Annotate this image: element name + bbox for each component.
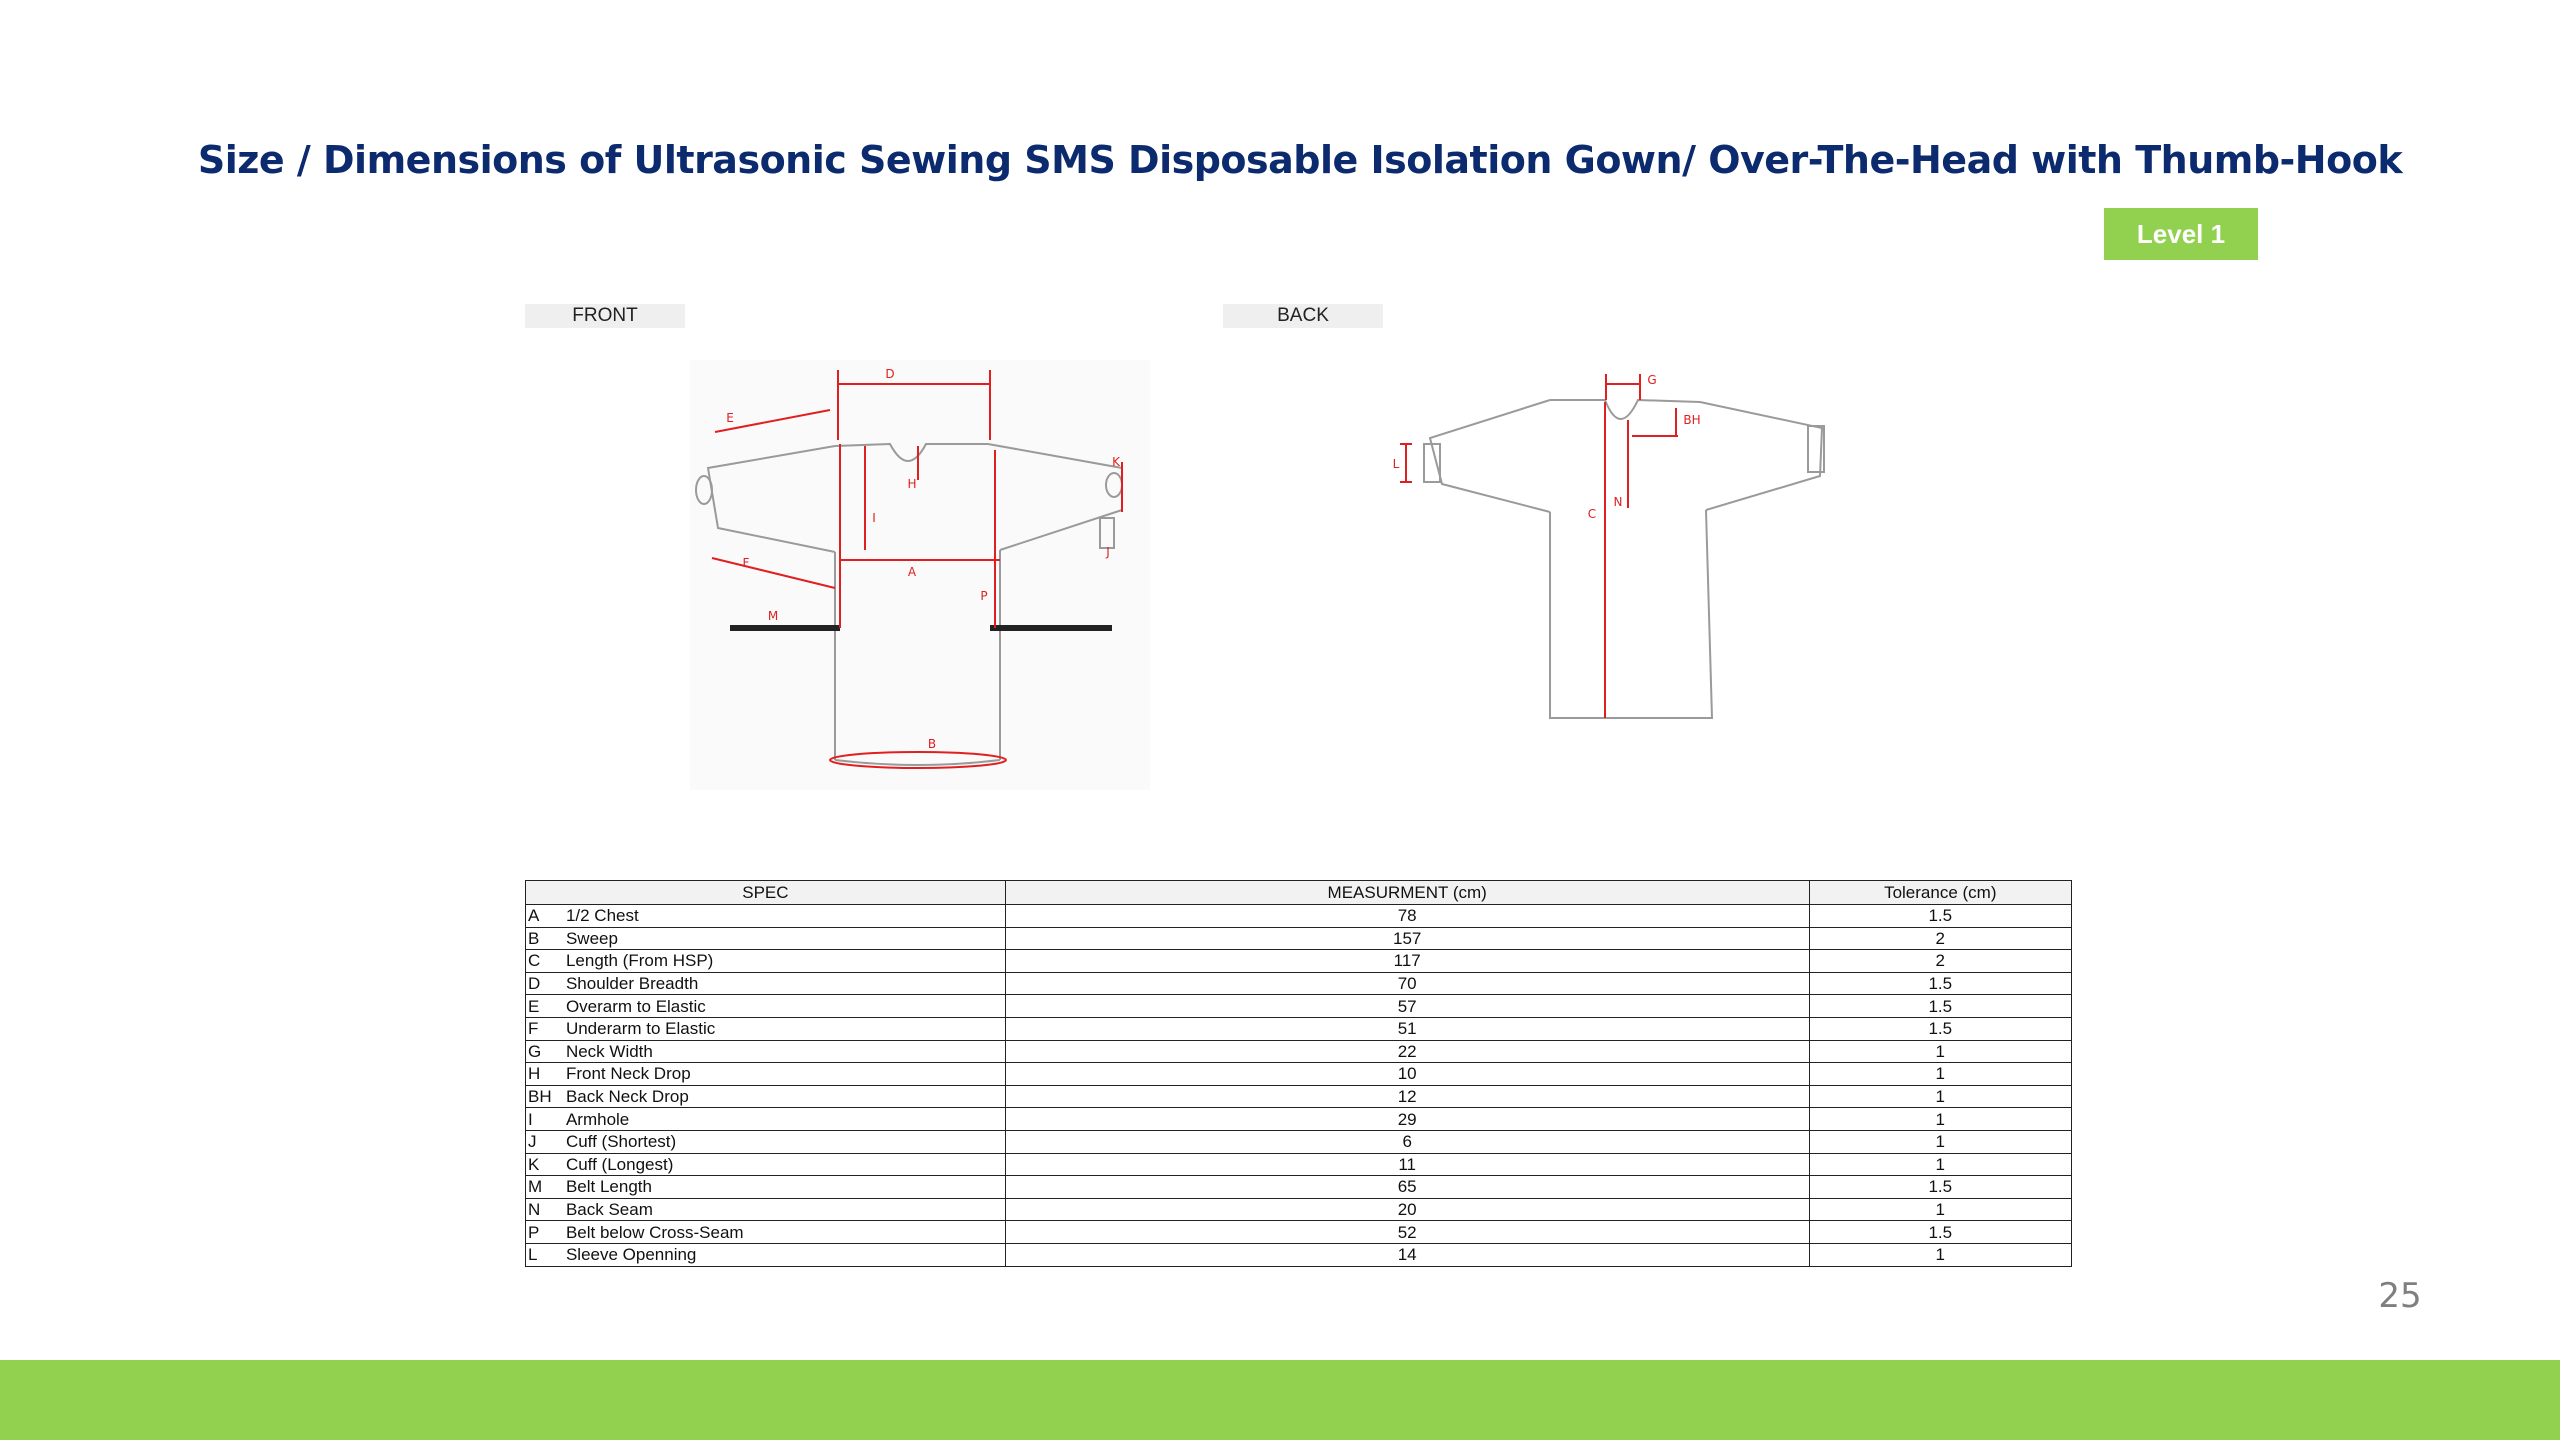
row-measurement: 10 xyxy=(1005,1063,1809,1086)
table-row xyxy=(526,927,2072,950)
label-g: G xyxy=(1647,373,1657,387)
table-body xyxy=(526,905,2072,1267)
table-row xyxy=(526,1017,2072,1040)
row-spec: Belt below Cross-Seam xyxy=(566,1221,1005,1244)
label-m: M xyxy=(767,609,779,623)
table-row xyxy=(526,1130,2072,1153)
label-e: E xyxy=(726,411,734,425)
row-spec: 1/2 Chest xyxy=(566,905,1005,928)
row-measurement: 11 xyxy=(1005,1153,1809,1176)
row-tolerance: 1.5 xyxy=(1809,995,2071,1018)
row-tolerance: 1.5 xyxy=(1809,972,2071,995)
row-spec: Armhole xyxy=(566,1108,1005,1131)
row-tolerance: 1 xyxy=(1809,1130,2071,1153)
table-row xyxy=(526,995,2072,1018)
table-row xyxy=(526,1085,2072,1108)
row-measurement: 6 xyxy=(1005,1130,1809,1153)
label-bh: BH xyxy=(1683,413,1701,427)
table-row xyxy=(526,1063,2072,1086)
row-measurement: 117 xyxy=(1005,950,1809,973)
row-measurement: 52 xyxy=(1005,1221,1809,1244)
row-spec: Neck Width xyxy=(566,1040,1005,1063)
table-row xyxy=(526,1153,2072,1176)
row-spec: Cuff (Longest) xyxy=(566,1153,1005,1176)
row-code: J xyxy=(526,1130,566,1153)
row-spec: Back Neck Drop xyxy=(566,1085,1005,1108)
row-spec: Belt Length xyxy=(566,1176,1005,1199)
level-badge: Level 1 xyxy=(2104,208,2258,260)
table-row xyxy=(526,1040,2072,1063)
label-d: D xyxy=(885,367,895,381)
table-row xyxy=(526,1108,2072,1131)
row-spec: Back Seam xyxy=(566,1198,1005,1221)
row-spec: Underarm to Elastic xyxy=(566,1017,1005,1040)
row-code: N xyxy=(526,1198,566,1221)
label-k: K xyxy=(1112,455,1120,469)
row-spec: Cuff (Shortest) xyxy=(566,1130,1005,1153)
table-row xyxy=(526,1243,2072,1266)
row-tolerance: 1.5 xyxy=(1809,1176,2071,1199)
row-tolerance: 1 xyxy=(1809,1040,2071,1063)
front-view-label: FRONT xyxy=(525,304,685,328)
row-code: I xyxy=(526,1108,566,1131)
row-code: P xyxy=(526,1221,566,1244)
back-gown-drawing xyxy=(1380,360,1840,730)
slide-title: Size / Dimensions of Ultrasonic Sewing SMS Disposable Isolation Gown/ Over-The-Head with Thumb-Hook xyxy=(197,138,2403,182)
label-j: J xyxy=(1106,545,1110,559)
row-code: F xyxy=(526,1017,566,1040)
row-code: A xyxy=(526,905,566,928)
header-tolerance: Tolerance (cm) xyxy=(1809,881,2071,905)
table-row xyxy=(526,972,2072,995)
footer-bar xyxy=(0,1360,2560,1440)
page-number: 25 xyxy=(2378,1276,2422,1316)
row-tolerance: 2 xyxy=(1809,927,2071,950)
table-row xyxy=(526,950,2072,973)
label-f: F xyxy=(742,556,750,570)
row-tolerance: 1 xyxy=(1809,1063,2071,1086)
row-code: C xyxy=(526,950,566,973)
label-i: I xyxy=(872,511,876,525)
row-tolerance: 1 xyxy=(1809,1085,2071,1108)
row-tolerance: 1 xyxy=(1809,1198,2071,1221)
row-spec: Shoulder Breadth xyxy=(566,972,1005,995)
front-gown-drawing xyxy=(690,360,1150,790)
label-p: P xyxy=(980,589,988,603)
row-spec: Sleeve Openning xyxy=(566,1243,1005,1266)
label-c: C xyxy=(1587,507,1597,521)
label-h: H xyxy=(907,477,917,491)
header-spec: SPEC xyxy=(526,881,1006,905)
row-measurement: 78 xyxy=(1005,905,1809,928)
row-code: K xyxy=(526,1153,566,1176)
row-tolerance: 1.5 xyxy=(1809,1221,2071,1244)
label-a: A xyxy=(907,565,917,579)
row-code: L xyxy=(526,1243,566,1266)
row-measurement: 70 xyxy=(1005,972,1809,995)
row-measurement: 51 xyxy=(1005,1017,1809,1040)
row-spec: Sweep xyxy=(566,927,1005,950)
row-code: B xyxy=(526,927,566,950)
header-measurement: MEASURMENT (cm) xyxy=(1005,881,1809,905)
row-tolerance: 1.5 xyxy=(1809,905,2071,928)
row-tolerance: 1 xyxy=(1809,1153,2071,1176)
row-measurement: 57 xyxy=(1005,995,1809,1018)
label-l: L xyxy=(1392,457,1400,471)
label-n: N xyxy=(1613,495,1623,509)
back-view-label: BACK xyxy=(1223,304,1383,328)
row-measurement: 22 xyxy=(1005,1040,1809,1063)
row-tolerance: 1.5 xyxy=(1809,1017,2071,1040)
table-row xyxy=(526,905,2072,928)
row-code: BH xyxy=(526,1085,566,1108)
row-measurement: 12 xyxy=(1005,1085,1809,1108)
row-code: M xyxy=(526,1176,566,1199)
row-code: D xyxy=(526,972,566,995)
table-header-row xyxy=(526,881,2072,905)
table-row xyxy=(526,1198,2072,1221)
row-code: H xyxy=(526,1063,566,1086)
row-spec: Overarm to Elastic xyxy=(566,995,1005,1018)
row-tolerance: 1 xyxy=(1809,1243,2071,1266)
row-measurement: 20 xyxy=(1005,1198,1809,1221)
label-b: B xyxy=(927,737,937,751)
row-measurement: 29 xyxy=(1005,1108,1809,1131)
row-spec: Front Neck Drop xyxy=(566,1063,1005,1086)
row-measurement: 14 xyxy=(1005,1243,1809,1266)
row-measurement: 157 xyxy=(1005,927,1809,950)
row-code: E xyxy=(526,995,566,1018)
row-measurement: 65 xyxy=(1005,1176,1809,1199)
spec-table xyxy=(525,880,2072,1267)
row-tolerance: 1 xyxy=(1809,1108,2071,1131)
table-row xyxy=(526,1176,2072,1199)
row-tolerance: 2 xyxy=(1809,950,2071,973)
row-spec: Length (From HSP) xyxy=(566,950,1005,973)
table-row xyxy=(526,1221,2072,1244)
row-code: G xyxy=(526,1040,566,1063)
